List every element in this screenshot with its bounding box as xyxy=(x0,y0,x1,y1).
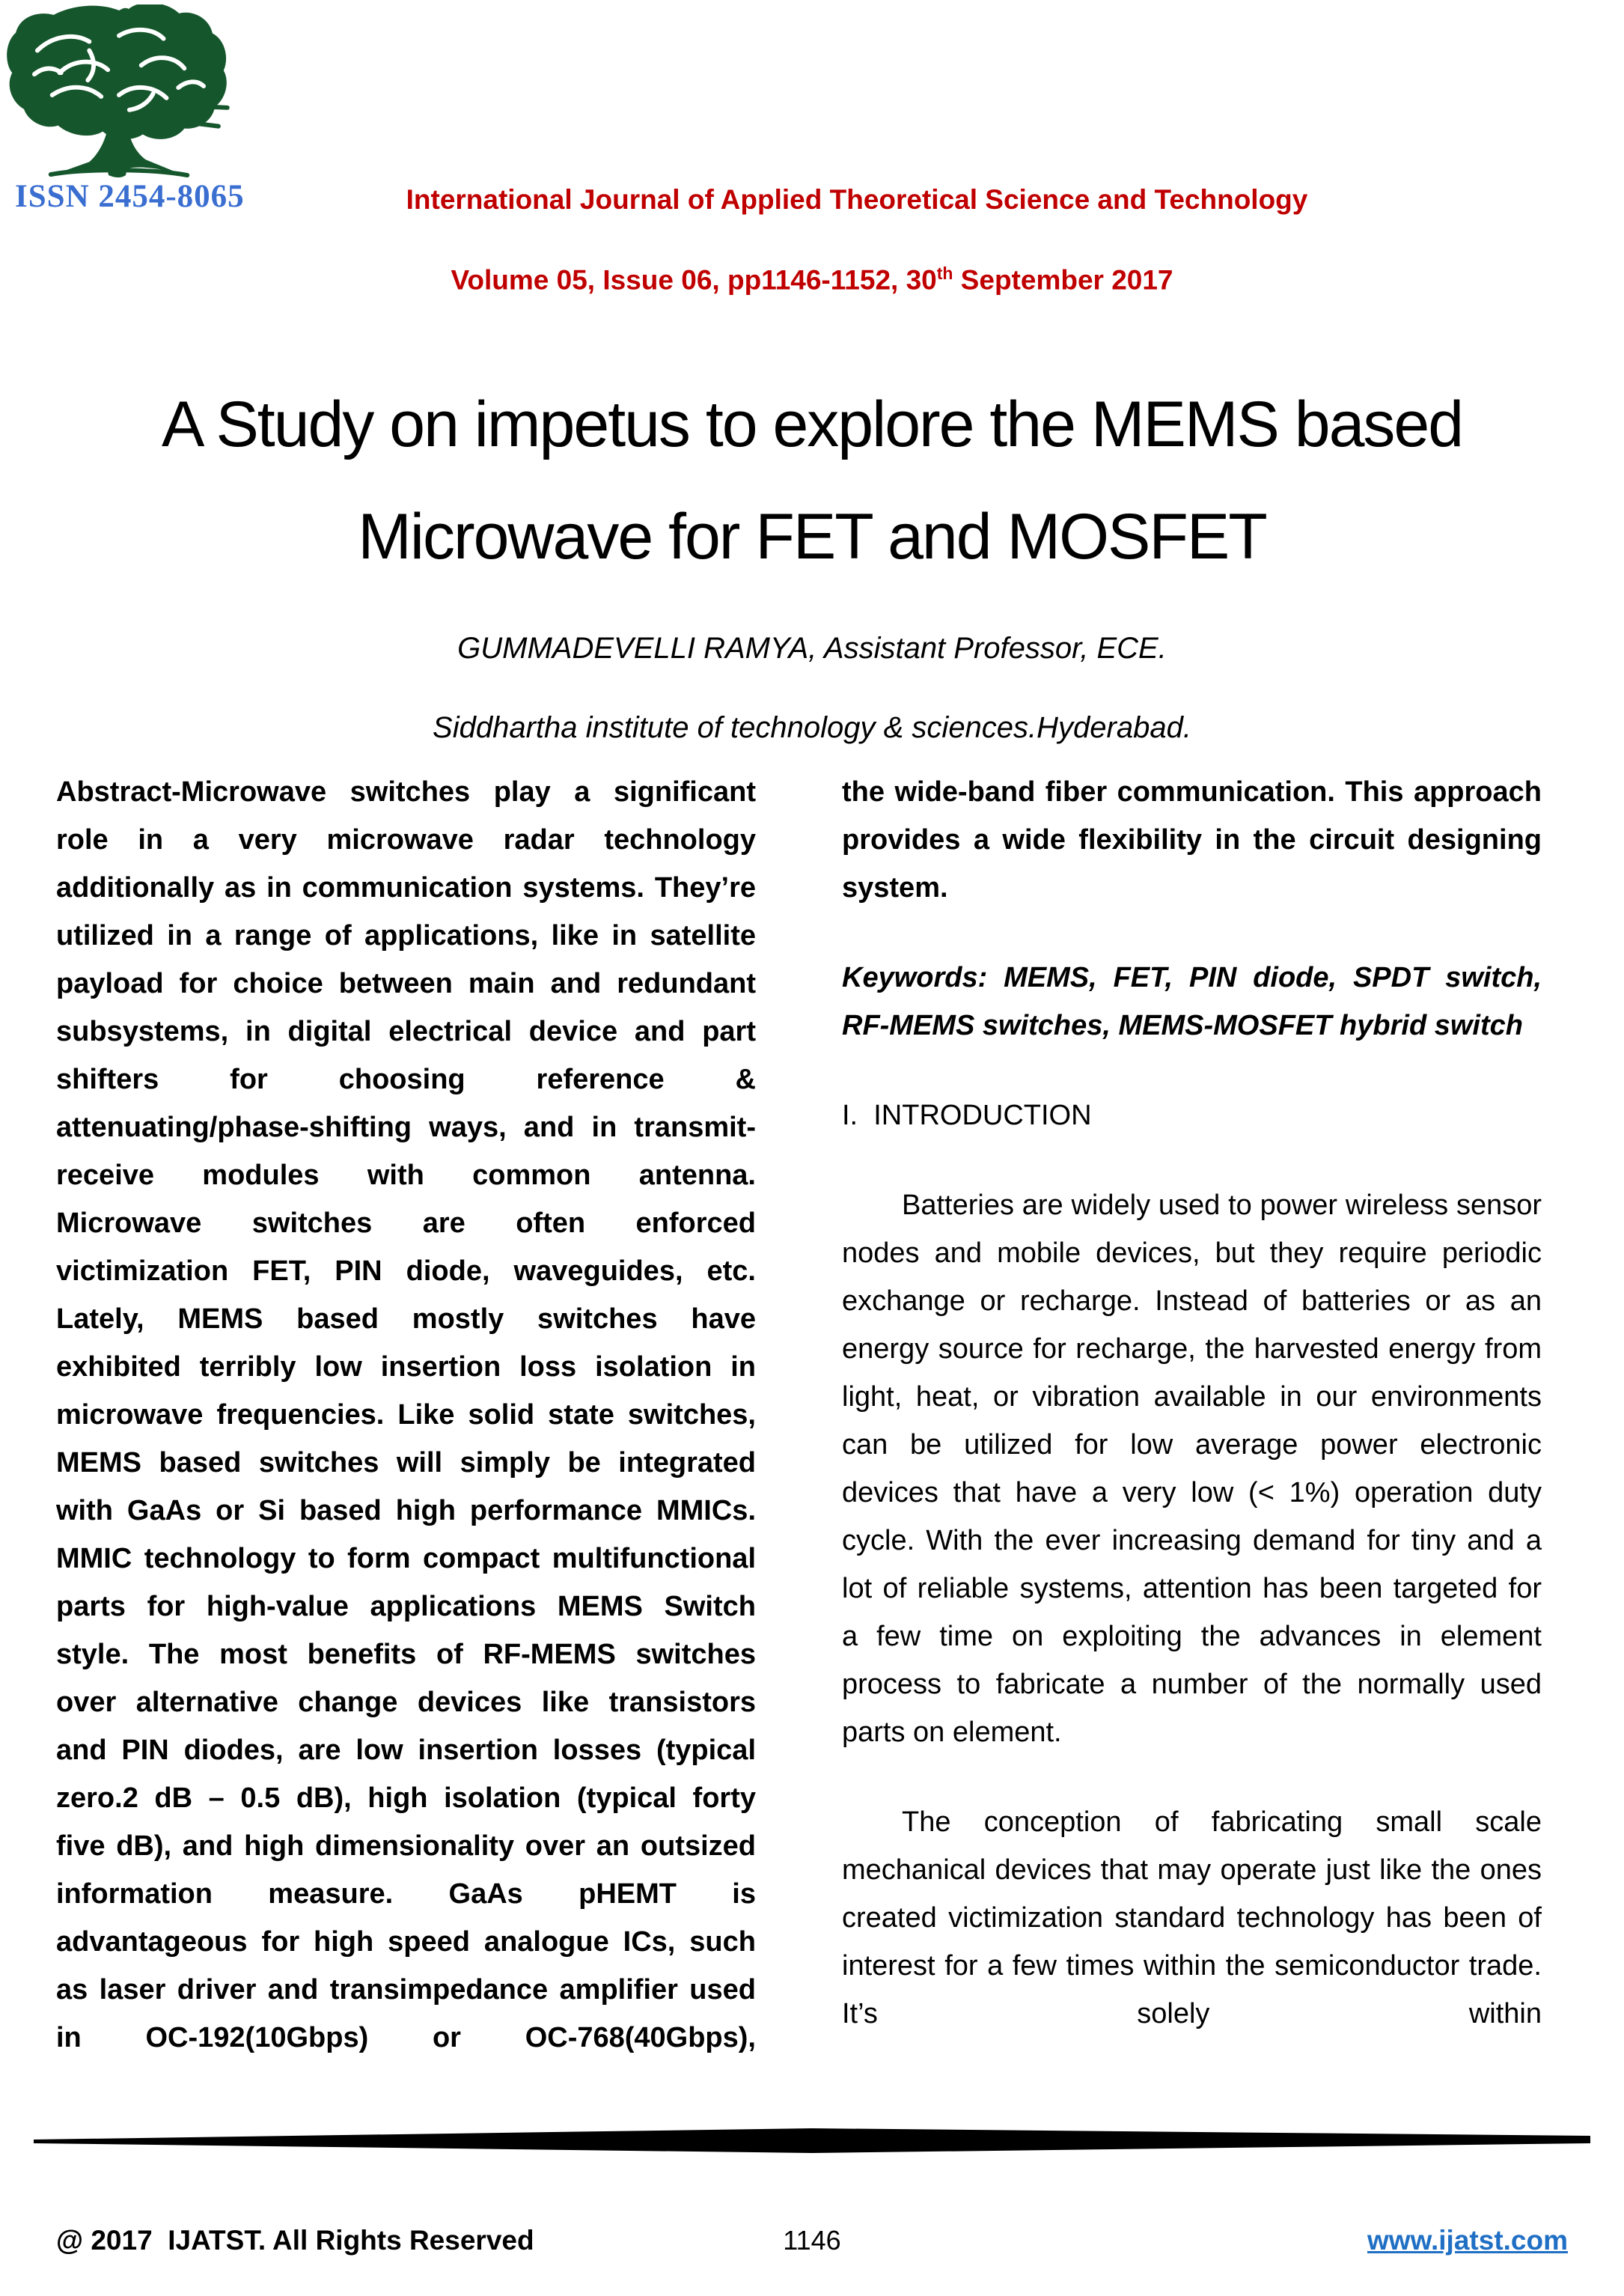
article-title-line2: Microwave for FET and MOSFET xyxy=(358,501,1266,573)
body-columns xyxy=(56,768,1568,2125)
issn-number: ISSN 2454-8065 xyxy=(15,179,245,214)
author-line: GUMMADEVELLI RAMYA, Assistant Professor, ECE. xyxy=(457,632,1167,665)
abstract-continuation-paragraph: the wide-band fiber communication. This approach provides a wide flexibility in the circuit designing system. xyxy=(842,776,1542,904)
keywords-paragraph: Keywords: MEMS, FET, PIN diode, SPDT switch, RF-MEMS switches, MEMS-MOSFET hybrid switch xyxy=(842,962,1542,1041)
brain-tree-logo xyxy=(6,4,232,181)
introduction-paragraph-1: Batteries are widely used to power wireless sensor nodes and mobile devices, but they require periodic exchange or recharge. Instead of batteries or as an energy source for recharge, the harvested energy from light, heat, or vibration available in our environments can be utilized for low average power electronic devices that have a very low (< 1%) operation duty cycle. With the ever increasing demand for tiny and a lot of reliable systems, attention has been targeted for a few time on exploiting the advances in element process to fabricate a number of the normally used parts on element. xyxy=(842,1190,1542,1748)
article-title xyxy=(0,368,1624,593)
introduction-heading: I. INTRODUCTION xyxy=(842,1100,1092,1131)
volume-text: Volume 05, Issue 06, pp1146-1152, 30 xyxy=(451,264,937,296)
page-footer xyxy=(56,2225,1568,2256)
left-column xyxy=(56,768,756,2125)
copyright-text: @ 2017 IJATST. All Rights Reserved xyxy=(56,2225,534,2256)
article-title-line1: A Study on impetus to explore the MEMS based xyxy=(161,389,1463,460)
volume-ordinal-suffix: th xyxy=(936,264,953,283)
abstract-paragraph: Abstract-Microwave switches play a significant role in a very microwave radar technology additionally as in communication systems. They’re utilized in a range of applications, like in satellite payload for choice between main and redundant subsystems, in digital electrical device and part shifters for choosing reference & attenuating/phase-shifting ways, and in transmit-receive modules with common antenna. Microwave switches are often enforced victimization FET, PIN diode, waveguides, etc. Lately, MEMS based mostly switches have exhibited terribly low insertion loss isolation in microwave frequencies. Like solid state switches, MEMS based switches will simply be integrated with GaAs or Si based high performance MMICs. MMIC technology to form compact multifunctional parts for high-value applications MEMS Switch style. The most benefits of RF-MEMS switches over alternative change devices like transistors and PIN diodes, are low insertion losses (typical zero.2 dB – 0.5 dB), high isolation (typical forty five dB), and high dimensionality over an outsized information measure. GaAs pHEMT is advantageous for high speed analogue ICs, such as laser driver and transimpedance amplifier used in OC-192(10Gbps) or OC-768(40Gbps), xyxy=(56,776,756,2053)
journal-website-link[interactable]: www.ijatst.com xyxy=(1367,2225,1568,2256)
journal-title: International Journal of Applied Theoretical Science and Technology xyxy=(406,184,1308,215)
footer-separator-rule xyxy=(34,2128,1590,2155)
volume-date: September 2017 xyxy=(953,264,1173,296)
affiliation-line: Siddhartha institute of technology & sciences.Hyderabad. xyxy=(433,711,1191,744)
introduction-paragraph-2: The conception of fabricating small scale mechanical devices that may operate just like the ones created victimization standard technology has been of interest for a few times within the semiconductor trade. It’s solely within xyxy=(842,1806,1542,2029)
right-column xyxy=(842,768,1542,2125)
volume-issue-line xyxy=(0,264,1624,296)
page-number: 1146 xyxy=(783,2225,841,2256)
